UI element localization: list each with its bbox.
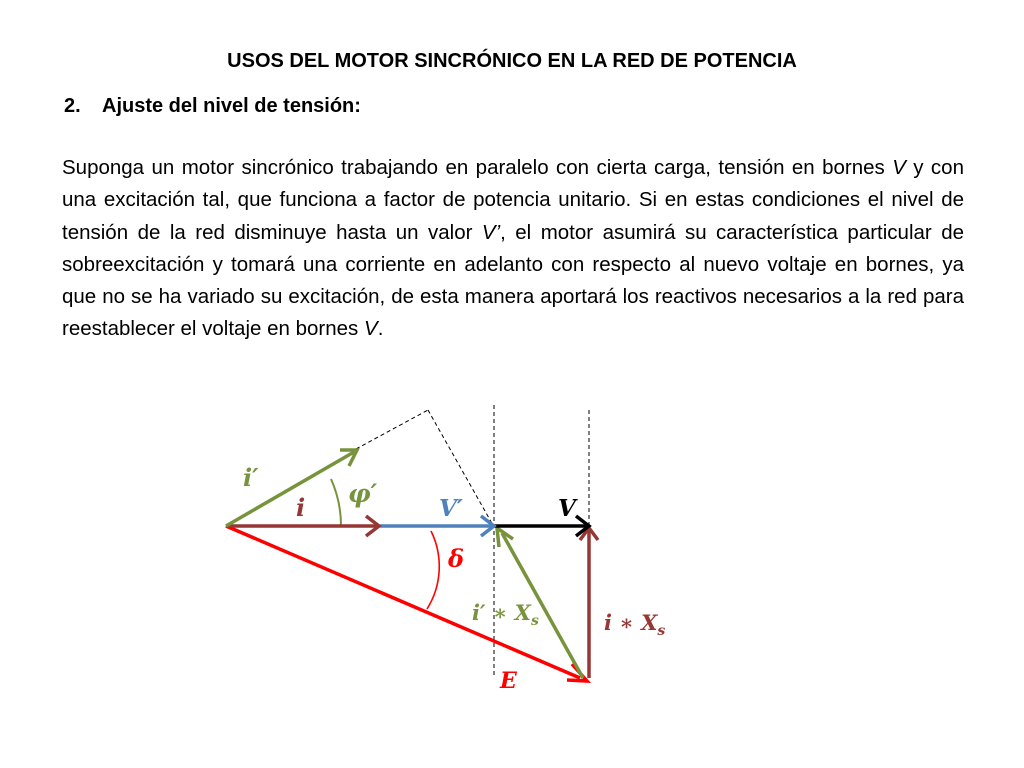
label-delta: δ	[448, 544, 465, 573]
phi-prime-arc	[331, 479, 341, 526]
label-i-prime-xs-sub: s	[530, 613, 539, 629]
paragraph-text-4: .	[377, 317, 384, 341]
page-title: USOS DEL MOTOR SINCRÓNICO EN LA RED DE POTENCIA	[227, 50, 797, 72]
paragraph-text-1: Suponga un motor sincrónico trabajando en paralelo con cierta carga, tensión en bornes	[62, 156, 893, 179]
paragraph-text-3: , el motor asumirá su característica particular de sobreexcitación y tomará una corriente en adelanto con respecto al nuevo voltaje en bornes, ya que no se ha variado su excitación, de esta manera aportará los reactivos necesarios a la red para reestablecer el voltaje en bornes	[62, 220, 965, 341]
label-i-xs	[604, 610, 665, 639]
dashed-line-projection-top	[356, 410, 428, 449]
paragraph-var-v-end: V	[364, 317, 378, 341]
paragraph-text-2: y con una excitación tal, que funciona a factor de potencia unitario. Si en estas condiciones el nivel de tensión de la red disminuye hasta un valor	[62, 156, 964, 244]
delta-arc	[427, 531, 439, 609]
section-number: 2.	[64, 95, 81, 117]
label-i-xs-sub: s	[657, 623, 666, 639]
label-i-prime-xs	[472, 600, 539, 629]
label-i-prime-xs-base: i′ ∗ X	[472, 600, 531, 625]
label-v-prime: V′	[439, 495, 463, 522]
label-phi-prime: φ′	[348, 479, 378, 508]
section-heading-text: Ajuste del nivel de tensión:	[102, 95, 361, 117]
paragraph-var-v-prime: V’	[481, 220, 501, 244]
label-v: V	[558, 495, 576, 522]
label-e: E	[500, 668, 517, 694]
label-i-prime: i′	[243, 463, 259, 492]
label-i: i	[296, 493, 306, 522]
label-i-xs-base: i ∗ X	[604, 610, 658, 635]
paragraph-var-v: V	[892, 156, 906, 179]
